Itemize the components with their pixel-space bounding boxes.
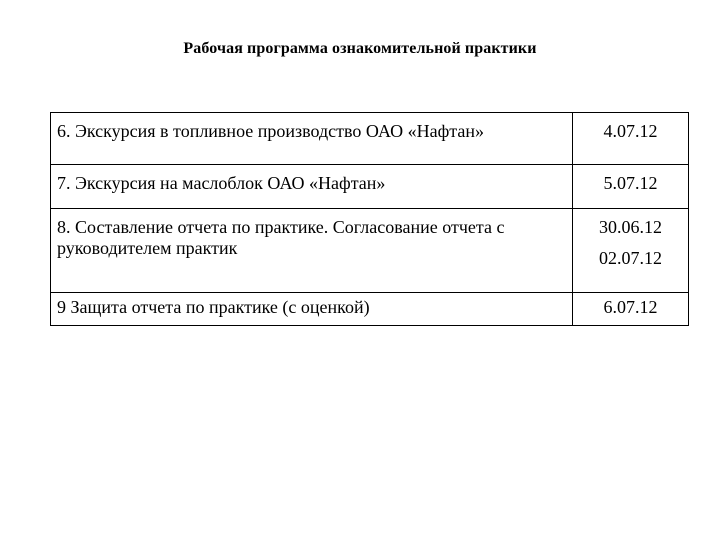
table-row bbox=[51, 293, 689, 326]
date-text: 30.06.12 bbox=[599, 217, 662, 237]
task-cell bbox=[51, 165, 573, 209]
date-text: 5.07.12 bbox=[603, 173, 658, 193]
table-row bbox=[51, 113, 689, 165]
date-cell bbox=[573, 209, 689, 293]
table-row bbox=[51, 209, 689, 293]
page-title: Рабочая программа ознакомительной практики bbox=[183, 40, 537, 57]
task-text: 9 Защита отчета по практике (с оценкой) bbox=[57, 297, 370, 317]
date-text: 6.07.12 bbox=[603, 297, 658, 317]
date-cell bbox=[573, 293, 689, 326]
date-cell bbox=[573, 165, 689, 209]
task-cell bbox=[51, 113, 573, 165]
task-text: 8. Составление отчета по практике. Согласование отчета с руководителем практик bbox=[57, 217, 505, 258]
date-cell bbox=[573, 113, 689, 165]
task-cell bbox=[51, 209, 573, 293]
date-text: 02.07.12 bbox=[599, 248, 662, 268]
date-text: 4.07.12 bbox=[603, 121, 658, 141]
task-text: 7. Экскурсия на маслоблок ОАО «Нафтан» bbox=[57, 173, 386, 193]
task-text: 6. Экскурсия в топливное производство ОАО «Нафтан» bbox=[57, 121, 484, 141]
task-cell bbox=[51, 293, 573, 326]
practice-schedule-table bbox=[50, 112, 689, 326]
table-row bbox=[51, 165, 689, 209]
